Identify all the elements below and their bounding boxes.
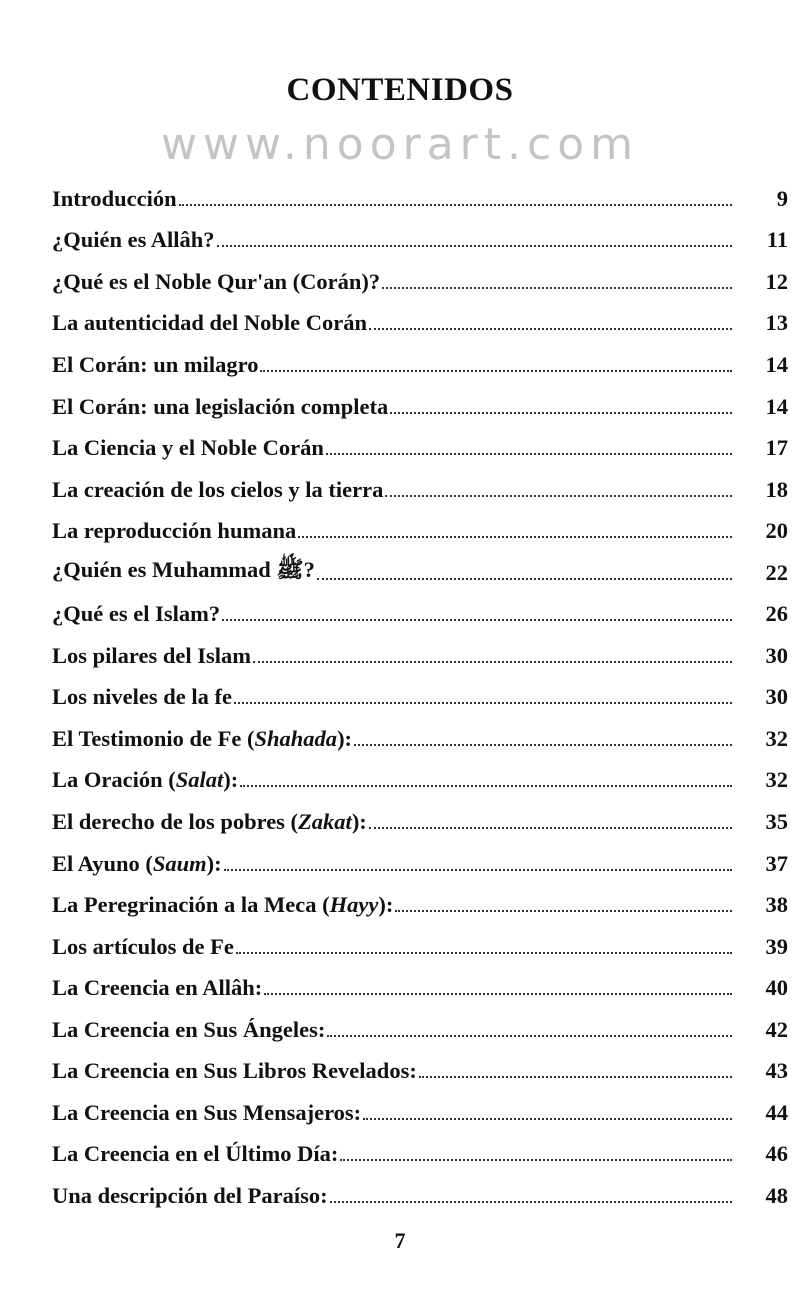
toc-entry-title: [52, 851, 222, 877]
toc-entry-page: 32: [765, 767, 788, 793]
entry-title-text: Introducción: [52, 185, 177, 211]
toc-entry-title: [52, 975, 262, 1001]
toc-entry-title: [52, 767, 238, 793]
entry-title-text: El Ayuno (: [52, 850, 153, 876]
dot-leader: [236, 952, 732, 954]
entry-title-text: Los niveles de la fe: [52, 684, 232, 710]
toc-entry-page: 30: [765, 684, 788, 710]
entry-title-text: ¿Qué es el Noble Qur'an (Corán)?: [52, 268, 381, 294]
dot-leader: [354, 744, 732, 746]
entry-title-text: ¿Quién es Muhammad ﷺ?: [52, 556, 315, 582]
dot-leader: [224, 869, 732, 871]
toc-entry-title: [52, 1100, 361, 1126]
table-of-contents: [52, 178, 788, 1217]
entry-title-text: ¿Qué es el Islam?: [52, 601, 221, 627]
toc-entry-page: 35: [765, 808, 788, 834]
toc-entry-page: 32: [765, 725, 788, 751]
entry-title-text: La Creencia en Sus Mensajeros:: [52, 1099, 362, 1125]
dot-leader: [395, 910, 732, 912]
toc-entry-page: 38: [765, 892, 788, 918]
entry-title-suffix: ):: [223, 767, 239, 793]
entry-title-italic: Saum: [152, 850, 207, 876]
entry-title-suffix: ):: [337, 725, 353, 751]
entry-title-text: La Oración (: [52, 767, 176, 793]
entry-title-suffix: ):: [378, 892, 394, 918]
entry-title-text: Los artículos de Fe: [52, 933, 234, 959]
toc-entry: [52, 884, 788, 926]
toc-entry: [52, 303, 788, 345]
toc-entry: [52, 801, 788, 843]
toc-entry-page: 22: [765, 559, 788, 585]
dot-leader: [390, 412, 732, 414]
dot-leader: [234, 702, 732, 704]
toc-entry: [52, 593, 788, 635]
page-title: CONTENIDOS: [286, 72, 514, 108]
toc-entry: [52, 510, 788, 552]
dot-leader: [340, 1159, 732, 1161]
toc-entry-page: 14: [765, 351, 788, 377]
toc-entry-page: 46: [765, 1141, 788, 1167]
dot-leader: [298, 536, 732, 538]
toc-entry: [52, 1009, 788, 1051]
toc-entry: [52, 1134, 788, 1176]
dot-leader: [369, 827, 732, 829]
toc-entry: [52, 261, 788, 303]
toc-entry-title: [52, 186, 177, 212]
toc-entry-title: [52, 809, 367, 835]
toc-entry: [52, 552, 788, 594]
toc-entry: [52, 760, 788, 802]
dot-leader: [326, 453, 732, 455]
toc-entry-title: [52, 601, 220, 627]
entry-title-text: El derecho de los pobres (: [52, 808, 299, 834]
toc-entry-page: 14: [765, 393, 788, 419]
toc-entry: [52, 843, 788, 885]
dot-leader: [260, 370, 732, 372]
entry-title-text: La Creencia en Sus Libros Revelados:: [52, 1058, 417, 1084]
toc-entry-page: 9: [776, 185, 788, 211]
dot-leader: [330, 1201, 732, 1203]
entry-title-text: Los pilares del Islam: [52, 642, 251, 668]
toc-entry-title: [52, 934, 234, 960]
toc-entry-page: 30: [765, 642, 788, 668]
toc-entry-page: 40: [765, 975, 788, 1001]
entry-title-text: El Testimonio de Fe (: [52, 725, 255, 751]
toc-entry-title: [52, 1017, 325, 1043]
entry-title-text: La Creencia en Allâh:: [52, 975, 263, 1001]
toc-entry: [52, 718, 788, 760]
toc-entry: [52, 469, 788, 511]
dot-leader: [217, 245, 732, 247]
dot-leader: [419, 1076, 732, 1078]
toc-entry: [52, 178, 788, 220]
toc-entry-title: [52, 310, 367, 336]
toc-entry-page: 42: [765, 1016, 788, 1042]
toc-entry-page: 43: [765, 1058, 788, 1084]
entry-title-suffix: ):: [351, 808, 367, 834]
toc-entry-title: [52, 352, 258, 378]
toc-entry-title: [52, 643, 251, 669]
toc-entry-page: 37: [765, 850, 788, 876]
toc-entry-page: 26: [765, 601, 788, 627]
toc-entry-page: 13: [765, 310, 788, 336]
entry-title-text: La reproducción humana: [52, 518, 297, 544]
toc-entry-page: 39: [765, 933, 788, 959]
toc-entry-page: 44: [765, 1099, 788, 1125]
dot-leader: [382, 287, 732, 289]
dot-leader: [240, 785, 732, 787]
entry-title-text: El Corán: un milagro: [52, 351, 259, 377]
toc-entry: [52, 967, 788, 1009]
toc-entry: [52, 1092, 788, 1134]
dot-leader: [363, 1118, 732, 1120]
toc-entry: [52, 635, 788, 677]
toc-entry: [52, 1050, 788, 1092]
dot-leader: [264, 993, 732, 995]
toc-entry-title: [52, 726, 352, 752]
entry-title-text: La Creencia en el Último Día:: [52, 1141, 339, 1167]
dot-leader: [222, 619, 732, 621]
toc-entry-title: [52, 684, 232, 710]
toc-entry-page: 17: [765, 435, 788, 461]
entry-title-italic: Zakat: [298, 808, 352, 834]
entry-title-text: ¿Quién es Allâh?: [52, 227, 215, 253]
dot-leader: [385, 495, 732, 497]
toc-entry-title: [52, 269, 380, 295]
toc-entry: [52, 344, 788, 386]
dot-leader: [327, 1035, 732, 1037]
toc-entry: [52, 220, 788, 262]
dot-leader: [317, 578, 732, 580]
page-number: 7: [394, 1228, 406, 1253]
toc-entry-page: 20: [765, 518, 788, 544]
toc-entry: [52, 427, 788, 469]
dot-leader: [179, 204, 732, 206]
entry-title-italic: Shahada: [254, 725, 338, 751]
entry-title-text: La autenticidad del Noble Corán: [52, 310, 368, 336]
toc-entry-title: [52, 518, 296, 544]
entry-title-text: Una descripción del Paraíso:: [52, 1182, 328, 1208]
toc-entry-title: [52, 892, 393, 918]
watermark: www.noorart.com: [161, 119, 639, 170]
entry-title-italic: Salat: [175, 767, 224, 793]
toc-entry-title: [52, 227, 215, 253]
dot-leader: [253, 661, 732, 663]
toc-entry: [52, 677, 788, 719]
toc-entry: [52, 386, 788, 428]
toc-entry-title: [52, 435, 324, 461]
toc-entry-page: 12: [765, 268, 788, 294]
toc-entry-page: 18: [765, 476, 788, 502]
entry-title-italic: Hayy: [329, 892, 379, 918]
toc-entry-title: [52, 477, 383, 503]
toc-entry: [52, 1175, 788, 1217]
toc-entry-title: [52, 1141, 338, 1167]
entry-title-text: El Corán: una legislación completa: [52, 393, 389, 419]
entry-title-text: La Creencia en Sus Ángeles:: [52, 1016, 326, 1042]
toc-entry: [52, 926, 788, 968]
toc-entry-page: 11: [766, 227, 788, 253]
entry-title-text: La creación de los cielos y la tierra: [52, 476, 384, 502]
toc-entry-page: 48: [765, 1182, 788, 1208]
dot-leader: [369, 328, 732, 330]
toc-entry-title: [52, 557, 315, 589]
toc-entry-title: [52, 1183, 328, 1209]
entry-title-text: La Peregrinación a la Meca (: [52, 892, 330, 918]
toc-entry-title: [52, 394, 388, 420]
toc-entry-title: [52, 1058, 417, 1084]
entry-title-suffix: ):: [206, 850, 222, 876]
entry-title-text: La Ciencia y el Noble Corán: [52, 435, 324, 461]
